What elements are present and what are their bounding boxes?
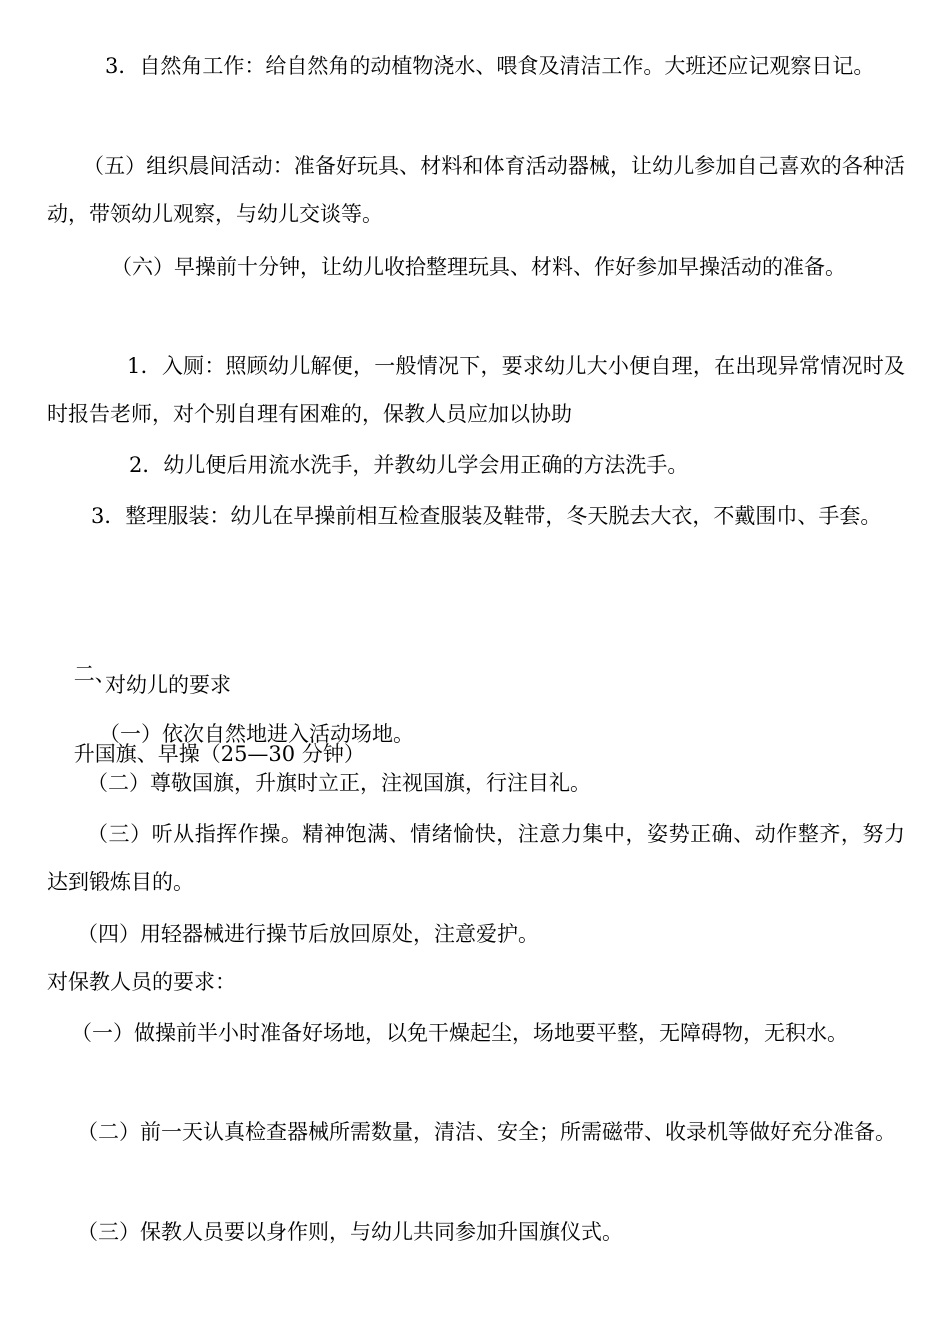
children-requirement-item: （二）尊敬国旗，升旗时立正，注视国旗，行注目礼。	[87, 771, 591, 795]
children-requirement-item: （四）用轻器械进行操节后放回原处，注意爱护。	[77, 922, 539, 946]
section-number: 二、	[73, 662, 116, 686]
children-requirement-item: （三）听从指挥作操。精神饱满、情绪愉快，注意力集中，姿势正确、动作整齐，努力达到锻炼目的。	[47, 822, 905, 894]
children-requirement-item: （一）依次自然地进入活动场地。	[99, 722, 414, 746]
staff-requirement-item: （三）保教人员要以身作则，与幼儿共同参加升国旗仪式。	[77, 1220, 623, 1244]
paragraph-toilet: 1．入厕：照顾幼儿解便，一般情况下，要求幼儿大小便自理，在出现异常情况时及时报告老师，对个别自理有困难的，保教人员应加以协助	[47, 354, 905, 426]
paragraph-morning-activity: （五）组织晨间活动：准备好玩具、材料和体育活动器械，让幼儿参加自己喜欢的各种活动，带领幼儿观察，与幼儿交谈等。	[47, 154, 905, 226]
paragraph-clothing: 3．整理服装：幼儿在早操前相互检查服装及鞋带，冬天脱去大衣，不戴围巾、手套。	[91, 504, 882, 528]
section-title: 升国旗、早操（25—30 分钟）	[73, 742, 365, 766]
paragraph-nature-corner: 3．自然角工作：给自然角的动植物浇水、喂食及清洁工作。大班还应记观察日记。	[105, 54, 875, 78]
children-requirements-title: 对幼儿的要求	[105, 673, 231, 697]
paragraph-pre-exercise: （六）早操前十分钟，让幼儿收拾整理玩具、材料、作好参加早操活动的准备。	[111, 255, 846, 279]
paragraph-handwashing: 2．幼儿便后用流水洗手，并教幼儿学会用正确的方法洗手。	[129, 453, 689, 477]
staff-requirements-title: 对保教人员的要求：	[47, 970, 236, 994]
staff-requirement-item: （二）前一天认真检查器械所需数量，清洁、安全；所需磁带、收录机等做好充分准备。	[77, 1120, 896, 1144]
staff-requirement-item: （一）做操前半小时准备好场地，以免干燥起尘，场地要平整，无障碍物，无积水。	[71, 1021, 848, 1045]
